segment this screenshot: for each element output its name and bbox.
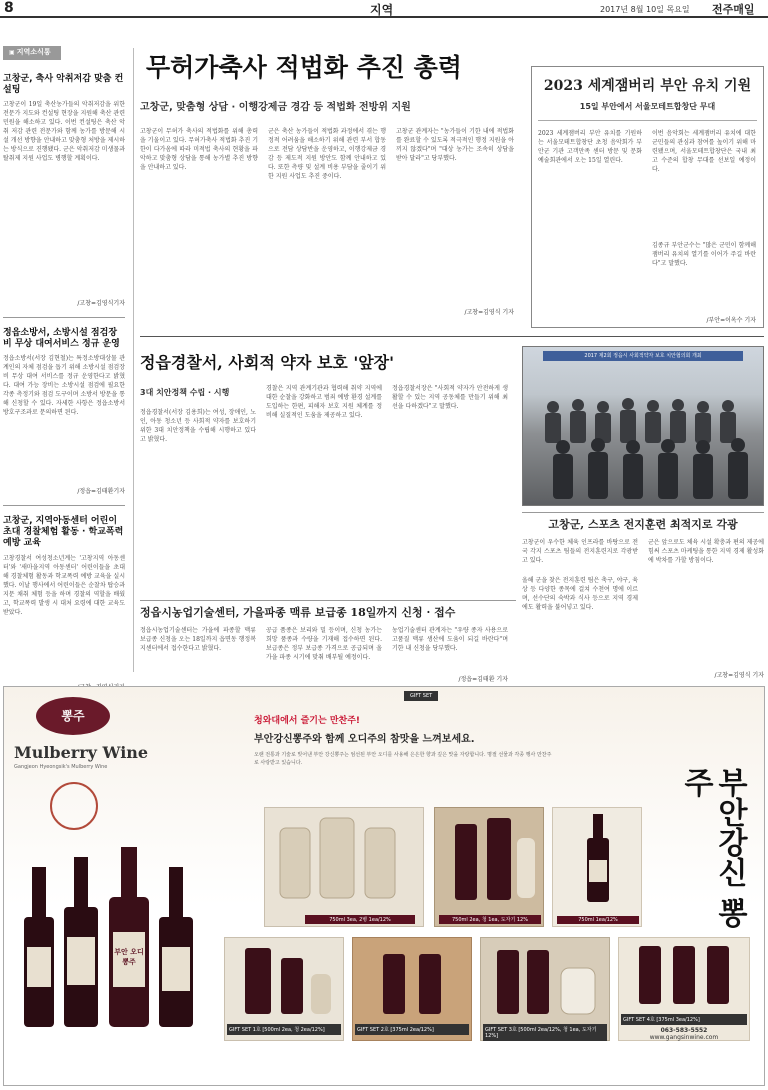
sidebar-item-body: 고창경찰서 여성청소년계는 '고창지역 아동센터'와 '새마을지역 아동센터' 어린이들을 초대해 경찰체험 활동과 학교폭력 예방 교육을 실시했다. 이날 행사에서 어린이들은 순찰차 탑승과 지문 채취 체험 등을 하며 경찰의 역할을 배웠고, 학교폭력 발생 시 대처 요령에 대한 교육도 받았다.: [3, 555, 125, 616]
ad-product: [552, 807, 642, 927]
sidebar-item-title: 고창군, 지역아동센터 어린이 초대 경찰체험 활동 · 학교폭력예방 교육: [3, 516, 124, 548]
lead-headline: 무허가축사 적법화 추진 총력: [146, 53, 462, 82]
column-divider: [133, 48, 134, 672]
farm-article: [140, 602, 518, 683]
issue-date: 2017년 8월 10일 목요일: [600, 5, 690, 14]
police-photo: [522, 346, 764, 506]
police-body-col: 정읍경찰서(서장 김용희)는 여성, 장애인, 노인, 아동 청소년 등 사회적 약자를 보호하기 위한 3대 치안정책을 수립해 시행하고 있다고 밝혔다.: [140, 409, 256, 443]
police-body-col: 경찰은 지역 관계기관과 협력해 취약 지역에 대한 순찰을 강화하고 범죄 예방 환경 설계를 도입하는 한편, 피해자 보호 지원 체계를 정비해 실질적인 도움을 제공하고 있다.: [266, 385, 382, 419]
ad-product-label: 750ml 1ea/12%: [557, 916, 639, 924]
farm-body-col: 정읍시농업기술센터는 가을에 파종할 맥류 보급종 신청을 오는 18일까지 읍면동 행정복지센터에서 접수한다고 밝혔다.: [140, 627, 256, 652]
advertisement: [3, 686, 765, 1086]
ad-main-copy: 부안강신뽕주와 함께 오디주의 참맛을 느껴보세요.: [254, 734, 475, 745]
police-subhead: 3대 치안정책 수립 · 시행: [140, 388, 230, 397]
sidebar-item: [3, 328, 125, 495]
sports-article: [522, 514, 764, 678]
ad-giftbox-image: [553, 808, 643, 908]
sidebar: [3, 46, 125, 676]
police-article: [140, 342, 520, 596]
lead-article: [140, 48, 526, 328]
ad-giftset-image: [481, 938, 611, 1018]
sidebar-divider: [3, 317, 125, 318]
jamboree-body-col: 2023 세계잼버리 부안 유치를 기원하는 서울모테트합창단 초청 음악회가 부안군 기관 고객만족 센터 방문 및 문화예술회관에서 오는 15일 열린다.: [538, 130, 642, 164]
ad-bottom-row: [224, 937, 754, 1047]
ad-giftset-label: GIFT SET 2호 [375ml 2ea/12%]: [355, 1024, 469, 1035]
ad-giftbox-image: [435, 808, 545, 908]
jamboree-body-col: 이번 음악회는 세계잼버리 유치에 대한 군민들의 관심과 참여를 높이기 위해 마련됐으며, 서울모테트합창단은 국내 최고 수준의 합창 무대를 선보일 예정이다.: [652, 130, 756, 173]
ad-brand-tagline: Gangjeon Hyeongsik's Mulberry Wine: [14, 764, 108, 770]
lead-body-col: 고창군이 무허가 축사의 적법화를 위해 총력을 기울이고 있다. 무허가축사 적법화 추진 기한이 다가옴에 따라 미적법 축사의 현황을 파악하고 맞춤형 상담을 통해 농가별 추진 방향을 안내하고 있다.: [140, 128, 258, 171]
jamboree-body-col: 김종규 부안군수는 "많은 군민이 함께해 잼버리 유치의 열기를 이어가 주길 바란다"고 말했다.: [652, 242, 756, 267]
ad-giftset-label: GIFT SET 1호 [500ml 2ea, 청 2ea/12%]: [227, 1024, 341, 1035]
sidebar-label: ▣ 지역소식통: [3, 46, 61, 60]
sports-body-col: 군은 앞으로도 체육 시설 확충과 편의 제공에 힘써 스포츠 마케팅을 통한 지역 경제 활성화에 박차를 가할 방침이다.: [648, 539, 764, 564]
sidebar-label-icon: ▣: [9, 49, 17, 56]
jamboree-headline: 2023 세계잼버리 부안 유치 기원: [543, 78, 752, 94]
page-number: 8: [4, 0, 14, 16]
lead-body-col: 군은 축산 농가들이 적법화 과정에서 겪는 행정적 어려움을 해소하기 위해 관련 부서 합동으로 전담 상담반을 운영하고, 이행강제금 경감 등 제도적 지원 방안도 함께 안내하고 있다. 또한 측량 및 설계 비용 부담을 줄이기 위한 지원 사업도 추진 중이다.: [268, 128, 386, 180]
ad-giftset-image: [619, 938, 751, 1008]
section-rule: [140, 336, 764, 337]
farm-body-col: 공급 품종은 보리와 밀 등이며, 신청 농가는 희망 품종과 수량을 기재해 접수하면 된다. 보급종은 정부 보급종 가격으로 공급되며 올 가을 파종 시기에 맞춰 배부될 예정이다.: [266, 627, 382, 661]
farm-body-col: 농업기술센터 관계자는 "우량 종자 사용으로 고품질 맥류 생산에 도움이 되길 바란다"며 기한 내 신청을 당부했다.: [392, 627, 508, 652]
ad-website-link[interactable]: www.gangsinwine.com: [649, 1034, 719, 1041]
ad-product-label: 750ml 2ea, 청 1ea, 도자기 12%: [439, 915, 541, 924]
section-name: 지역: [370, 3, 394, 17]
sports-byline: /고창=김영식 기자: [714, 672, 764, 679]
sidebar-divider: [3, 505, 125, 506]
ad-big-logo-text: 부안강신 뽕주: [678, 767, 747, 928]
ad-product: [434, 807, 544, 927]
publication-name: 전주매일: [712, 3, 755, 16]
farm-byline: /정읍=김태환 기자: [458, 676, 508, 683]
ad-gift-badge: GIFT SET: [404, 691, 438, 701]
ad-giftset: [618, 937, 750, 1041]
ad-product-label: 750ml 3ea, 2병 1ea/12%: [305, 915, 415, 924]
jamboree-subhead: 15일 부안에서 서울모테트합창단 무대: [579, 102, 716, 111]
ad-giftset: [352, 937, 472, 1041]
jamboree-rule: [538, 120, 757, 121]
ad-copy-block: [254, 693, 554, 799]
lead-byline: /고창=김영식 기자: [464, 309, 514, 316]
ad-giftbox-image: [265, 808, 425, 908]
ad-giftset-label: GIFT SET 4호 [375ml 3ea/12%]: [621, 1014, 747, 1025]
photo-banner: 2017 제2회 정읍시 사회적약자 보호 치안협의회 개최: [543, 351, 743, 361]
police-body-col: 정읍경찰서장은 "사회적 약자가 안전하게 생활할 수 있는 지역 공동체를 만들기 위해 최선을 다하겠다"고 말했다.: [392, 385, 508, 410]
sidebar-item: [3, 74, 125, 307]
ad-giftset: [224, 937, 344, 1041]
section-rule: [522, 512, 764, 513]
sidebar-item-byline: /정읍=김태환기자: [77, 488, 125, 495]
sports-headline: 고창군, 스포츠 전지훈련 최적지로 각광: [548, 518, 738, 531]
sidebar-item-title: 정읍소방서, 소방시설 점검장비 무상 대여서비스 정규 운영: [3, 328, 120, 349]
ad-giftset-image: [353, 938, 473, 1018]
sidebar-item-body: 정읍소방서(서장 김현철)는 특정소방대상물 관계인의 자체 점검을 돕기 위해 소방시설 점검장비 무상 대여 서비스를 정규 운영한다고 밝혔다. 대여 가능 장비는 소방시설 점검에 필요한 각종 측정기와 점검 도구이며 소방서 방문을 통해 신청할 수 있다. 자세한 사항은 정읍소방서 방호구조과로 문의하면 된다.: [3, 355, 125, 416]
ad-brand-seal: 뽕주: [36, 697, 110, 735]
ad-bottles-image: [14, 837, 214, 1037]
jamboree-byline: /부안=이옥수 기자: [706, 317, 756, 324]
sidebar-item-body: 고창군이 19일 축산농가들의 악취저감을 위한 전문가 지도와 컨설팅 현장을 지원해 축산 관련 민원을 해소하고 있다. 이번 컨설팅은 축산 악취 저감 관련 전문가와 함께 농가를 방문해 시설 개선 방향을 안내하고 맞춤형 처방을 제시하는 방식으로 진행됐다. 군은 악취저감 미생물과 탈취제 지원 사업도 병행할 계획이다.: [3, 101, 125, 162]
sidebar-item: [3, 516, 125, 691]
ad-brand-emblem-icon: [50, 782, 98, 830]
lead-body-col: 고창군 관계자는 "농가들이 기한 내에 적법화를 완료할 수 있도록 적극적인 행정 지원을 아끼지 않겠다"며 "대상 농가는 조속히 상담을 받아 달라"고 당부했다.: [396, 128, 514, 162]
police-headline: 정읍경찰서, 사회적 약자 보호 '앞장': [140, 353, 395, 372]
sports-body-col: 고창군이 우수한 체육 인프라를 바탕으로 전국 각지 스포츠 팀들의 전지훈련지로 각광받고 있다.: [522, 539, 638, 564]
ad-phone: 063-583-5552: [660, 1027, 708, 1034]
sports-body-col: 올해 군을 찾은 전지훈련 팀은 축구, 야구, 육상 등 다양한 종목에 걸쳐 수천여 명에 이르며, 선수단의 숙박과 식사 등으로 지역 경제에도 활력을 불어넣고 있다.: [522, 577, 638, 611]
section-rule: [140, 600, 516, 601]
page-header: [0, 0, 768, 18]
ad-giftset-image: [225, 938, 345, 1018]
ad-giftset-label: GIFT SET 3호 [500ml 2ea/12%, 청 1ea, 도자기 12%]: [483, 1024, 607, 1041]
lead-subhead: 고창군, 맞춤형 상담 · 이행강제금 경감 등 적법화 전방위 지원: [140, 102, 411, 113]
sidebar-item-title: 고창군, 축사 악취저감 맞춤 컨설팅: [3, 74, 124, 95]
ad-bottle-label: 부안 오디 뽕주: [114, 947, 144, 966]
ad-product: [264, 807, 424, 927]
sidebar-item-byline: /고창=김영식기자: [77, 300, 125, 307]
jamboree-article: [531, 66, 764, 328]
farm-headline: 정읍시농업기술센터, 가을파종 맥류 보급종 18일까지 신청 · 접수: [140, 606, 456, 619]
ad-brand-name: Mulberry Wine: [14, 743, 149, 762]
ad-giftset: [480, 937, 610, 1041]
ad-intro: 오랜 전통과 기술로 빚어낸 부안 강신뽕주는 엄선된 부안 오디를 사용해 은은한 향과 깊은 맛을 자랑합니다. 명절 선물과 각종 행사 만찬주로 사랑받고 있습니다.: [254, 752, 552, 766]
photo-people-image: [523, 347, 764, 506]
ad-bluehouse-line: 청와대에서 즐기는 만찬주!: [254, 716, 361, 726]
